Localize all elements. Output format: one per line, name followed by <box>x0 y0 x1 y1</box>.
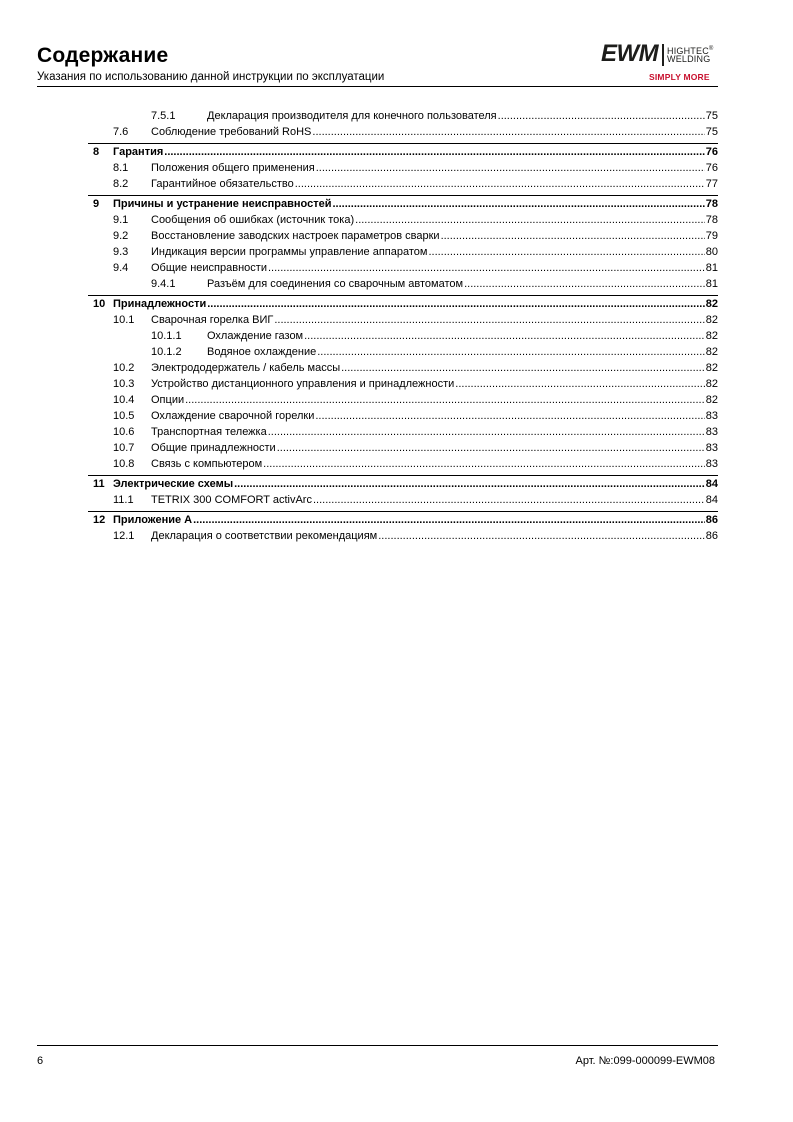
toc-entry-number: 8.1 <box>113 162 129 174</box>
toc-entry-page: 82 <box>705 298 718 310</box>
toc-entry-title: Гарантийное обязательство <box>151 178 294 190</box>
logo-divider <box>662 44 664 66</box>
toc-entry-title: Электрические схемы <box>113 478 234 490</box>
toc-dot-leader <box>234 477 705 492</box>
logo-line2: WELDING <box>667 54 711 64</box>
toc-entry-title: Причины и устранение неисправностей <box>113 198 332 210</box>
toc-entry-title: TETRIX 300 COMFORT activArc <box>151 494 312 506</box>
toc-dot-leader <box>316 161 705 176</box>
toc-entry-page: 75 <box>705 126 718 138</box>
toc-entry-title: Соблюдение требований RoHS <box>151 126 312 138</box>
toc-entry[interactable] <box>93 197 718 212</box>
toc-entry[interactable] <box>113 261 718 276</box>
toc-entry-number: 10.4 <box>113 394 135 406</box>
toc-entry-title: Транспортная тележка <box>151 426 267 438</box>
toc-entry-number: 11 <box>93 478 105 490</box>
toc-entry-number: 9.3 <box>113 246 129 258</box>
toc-dot-leader <box>313 493 705 508</box>
toc-entry-number: 11.1 <box>113 494 134 506</box>
toc-entry-page: 82 <box>705 378 718 390</box>
toc-entry-page: 86 <box>705 514 718 526</box>
toc-entry-number: 10.2 <box>113 362 135 374</box>
toc-dot-leader <box>378 529 705 544</box>
toc-entry-page: 84 <box>705 478 718 490</box>
section-divider <box>88 511 718 512</box>
toc-entry-number: 12 <box>93 514 106 526</box>
toc-entry-number: 7.5.1 <box>151 110 176 122</box>
toc-dot-leader <box>185 393 705 408</box>
toc-entry-number: 9 <box>93 198 100 210</box>
toc-entry[interactable] <box>113 125 718 140</box>
toc-entry-title: Сварочная горелка ВИГ <box>151 314 274 326</box>
toc-dot-leader <box>464 277 705 292</box>
toc-entry[interactable] <box>113 177 718 192</box>
toc-entry[interactable] <box>113 393 718 408</box>
toc-dot-leader <box>355 213 705 228</box>
toc-entry-number: 9.4 <box>113 262 129 274</box>
toc-entry-title: Устройство дистанционного управления и принадлежности <box>151 378 455 390</box>
toc-dot-leader <box>341 361 705 376</box>
toc-entry-title: Охлаждение сварочной горелки <box>151 410 315 422</box>
toc-entry-number: 9.4.1 <box>151 278 176 290</box>
page-subtitle: Указания по использованию данной инструкции по эксплуатации <box>37 71 385 83</box>
toc-dot-leader <box>193 513 705 528</box>
toc-dot-leader <box>263 457 705 472</box>
toc-entry-title: Приложение A <box>113 514 193 526</box>
toc-entry-number: 7.6 <box>113 126 129 138</box>
toc-entry-title: Общие неисправности <box>151 262 267 274</box>
toc-entry-page: 75 <box>705 110 718 122</box>
toc-entry-page: 86 <box>705 530 718 542</box>
toc-entry-title: Индикация версии программы управление аппаратом <box>151 246 428 258</box>
footer-divider <box>37 1045 718 1046</box>
toc-dot-leader <box>304 329 705 344</box>
toc-dot-leader <box>268 425 705 440</box>
toc-entry-title: Декларация о соответствии рекомендациям <box>151 530 378 542</box>
toc-dot-leader <box>317 345 705 360</box>
toc-entry[interactable] <box>113 377 718 392</box>
toc-entry-number: 10.1 <box>113 314 135 326</box>
toc-entry-page: 82 <box>705 394 718 406</box>
toc-dot-leader <box>268 261 705 276</box>
toc-entry-number: 10.1.2 <box>151 346 182 358</box>
toc-entry[interactable] <box>113 493 718 508</box>
toc-entry[interactable] <box>113 313 718 328</box>
toc-entry-page: 76 <box>705 162 718 174</box>
toc-entry-title: Принадлежности <box>113 298 207 310</box>
toc-entry-number: 9.1 <box>113 214 129 226</box>
toc-entry-number: 9.2 <box>113 230 129 242</box>
toc-entry[interactable] <box>151 329 718 344</box>
toc-entry-number: 8 <box>93 146 100 158</box>
toc-entry[interactable] <box>151 109 718 124</box>
toc-entry-number: 10 <box>93 298 106 310</box>
toc-entry-number: 12.1 <box>113 530 135 542</box>
toc-dot-leader <box>428 245 704 260</box>
footer-page-number: 6 <box>37 1055 44 1067</box>
toc-entry-page: 76 <box>705 146 718 158</box>
toc-entry[interactable] <box>151 345 718 360</box>
toc-entry-number: 10.8 <box>113 458 135 470</box>
toc-entry-title: Электрододержатель / кабель массы <box>151 362 341 374</box>
toc-entry-page: 78 <box>705 198 718 210</box>
toc-entry-title: Сообщения об ошибках (источник тока) <box>151 214 355 226</box>
ewm-logo <box>601 40 721 84</box>
toc-dot-leader <box>164 145 704 160</box>
logo-mark: EWM <box>601 40 659 67</box>
toc-entry-number: 10.7 <box>113 442 135 454</box>
toc-entry[interactable] <box>113 361 718 376</box>
toc-entry-number: 10.1.1 <box>151 330 182 342</box>
toc-dot-leader <box>498 109 705 124</box>
section-divider <box>88 475 718 476</box>
header-divider <box>37 86 718 87</box>
toc-entry-title: Разъём для соединения со сварочным автоматом <box>207 278 464 290</box>
toc-entry-page: 81 <box>705 262 718 274</box>
toc-entry[interactable] <box>113 161 718 176</box>
toc-entry-page: 83 <box>705 410 718 422</box>
section-divider <box>88 143 718 144</box>
toc-entry-page: 80 <box>705 246 718 258</box>
toc-entry-page: 77 <box>705 178 718 190</box>
toc-entry-number: 10.3 <box>113 378 135 390</box>
toc-dot-leader <box>332 197 704 212</box>
toc-entry-title: Гарантия <box>113 146 164 158</box>
toc-entry-number: 10.6 <box>113 426 135 438</box>
toc-entry[interactable] <box>113 409 718 424</box>
toc-dot-leader <box>441 229 705 244</box>
toc-entry-page: 82 <box>705 314 718 326</box>
toc-dot-leader <box>207 297 705 312</box>
toc-entry-title: Положения общего применения <box>151 162 315 174</box>
toc-entry-page: 82 <box>705 346 718 358</box>
toc-dot-leader <box>277 441 705 456</box>
toc-entry[interactable] <box>93 297 718 312</box>
toc-entry-title: Связь с компьютером <box>151 458 263 470</box>
toc-dot-leader <box>315 409 704 424</box>
toc-dot-leader <box>312 125 704 140</box>
toc-entry-page: 83 <box>705 442 718 454</box>
toc-entry[interactable] <box>113 425 718 440</box>
toc-entry-title: Декларация производителя для конечного пользователя <box>207 110 497 122</box>
page-title: Содержание <box>37 44 169 67</box>
toc-entry-title: Водяное охлаждение <box>207 346 317 358</box>
toc-entry-page: 81 <box>705 278 718 290</box>
toc-entry-title: Общие принадлежности <box>151 442 276 454</box>
toc-entry[interactable] <box>113 229 718 244</box>
toc-entry[interactable] <box>113 457 718 472</box>
section-divider <box>88 295 718 296</box>
section-divider <box>88 195 718 196</box>
logo-line1: HIGHTEC® <box>667 46 714 56</box>
toc-entry[interactable] <box>113 441 718 456</box>
toc-entry-page: 83 <box>705 458 718 470</box>
toc-entry[interactable] <box>93 477 718 492</box>
toc-entry[interactable] <box>93 145 718 160</box>
toc-entry-page: 79 <box>705 230 718 242</box>
toc-entry-title: Опции <box>151 394 185 406</box>
toc-entry-page: 82 <box>705 330 718 342</box>
toc-entry-title: Восстановление заводских настроек параметров сварки <box>151 230 440 242</box>
toc-entry[interactable] <box>113 245 718 260</box>
toc-entry-page: 82 <box>705 362 718 374</box>
toc-entry-number: 8.2 <box>113 178 129 190</box>
toc-entry-page: 83 <box>705 426 718 438</box>
toc-dot-leader <box>455 377 704 392</box>
toc-entry[interactable] <box>93 513 718 528</box>
footer-article-number: Арт. №:099-000099-EWM08 <box>575 1055 715 1067</box>
toc-entry[interactable] <box>113 213 718 228</box>
logo-slogan: SIMPLY MORE <box>649 72 710 82</box>
toc-entry-title: Охлаждение газом <box>207 330 304 342</box>
toc-dot-leader <box>274 313 704 328</box>
toc-entry[interactable] <box>151 277 718 292</box>
toc-dot-leader <box>295 177 705 192</box>
toc-entry[interactable] <box>113 529 718 544</box>
toc-entry-page: 78 <box>705 214 718 226</box>
toc-entry-page: 84 <box>705 494 718 506</box>
toc-entry-number: 10.5 <box>113 410 135 422</box>
